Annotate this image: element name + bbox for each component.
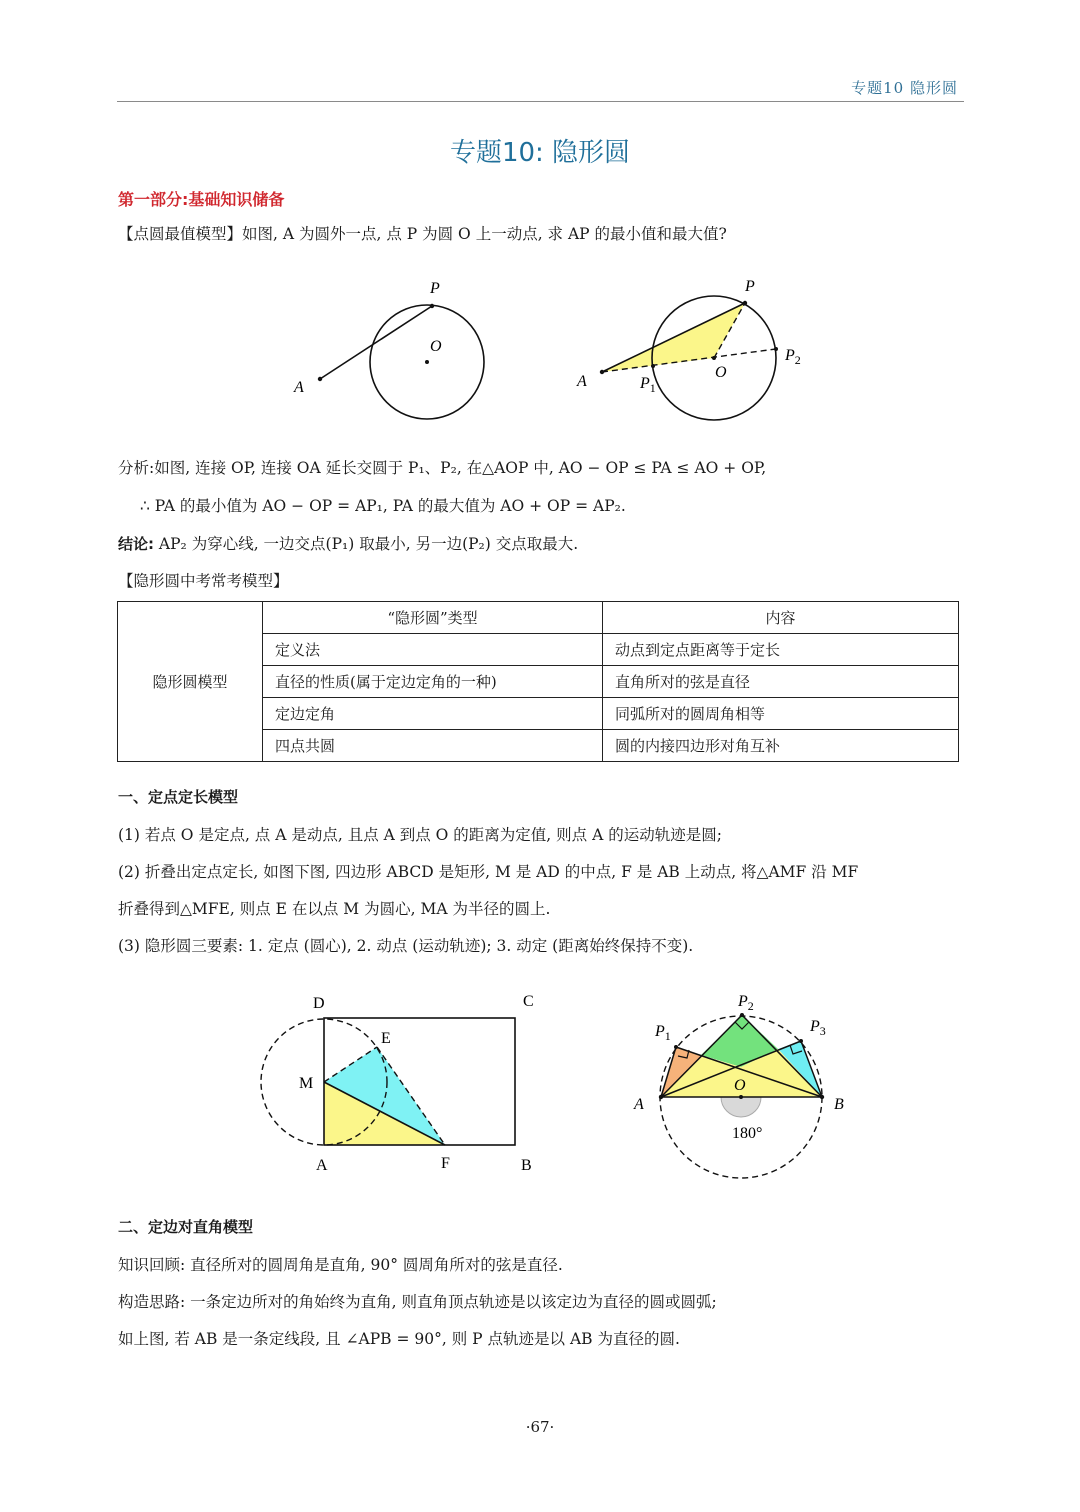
column-header: 内容: [603, 602, 959, 634]
page-title: 专题10: 隐形圆: [449, 138, 631, 168]
label-E: E: [381, 1030, 391, 1047]
intro-tag: 【点圆最值模型】: [118, 225, 243, 243]
section1-item-2-cont: 折叠得到△MFE, 则点 E 在以点 M 为圆心, MA 为半径的圆上.: [118, 900, 551, 918]
table-cell: 动点到定点距离等于定长: [603, 634, 959, 666]
conclusion-text: AP₂ 为穿心线, 一边交点(P₁) 取最小, 另一边(P₂) 交点取最大.: [154, 535, 579, 553]
label-P2: $P_2$: [738, 993, 754, 1013]
label-P: P: [430, 280, 440, 297]
label-C: C: [523, 993, 534, 1010]
analysis-line-1: 分析:如图, 连接 OP, 连接 OA 延长交圆于 P₁、P₂, 在△AOP 中, AO − OP ≤ PA ≤ AO + OP,: [118, 459, 767, 477]
table-header-row: [118, 602, 959, 634]
models-tag: 【隐形圆中考常考模型】: [118, 572, 289, 590]
conclusion-line: [118, 532, 578, 554]
part-heading: 第一部分:基础知识储备: [118, 190, 285, 209]
table-cell: 圆的内接四边形对角互补: [603, 730, 959, 762]
figure1-left: [293, 280, 484, 419]
label-P1: $P_1$: [655, 1023, 671, 1043]
table-cell: 同弧所对的圆周角相等: [603, 698, 959, 730]
row-header-cell: 隐形圆模型: [118, 602, 263, 762]
label-P: P: [745, 278, 755, 295]
section2-heading: 二、定边对直角模型: [118, 1218, 254, 1236]
label-A: A: [577, 373, 587, 390]
section2-item-1: 知识回顾: 直径所对的圆周角是直角, 90° 圆周角所对的弦是直径.: [118, 1256, 563, 1274]
label-A: A: [316, 1157, 328, 1174]
label-D: D: [313, 995, 325, 1012]
table-cell: 直径的性质(属于定边定角的一种): [263, 666, 603, 698]
running-header: 专题10 隐形圆: [851, 79, 958, 97]
column-header: “隐形圆”类型: [263, 602, 603, 634]
label-O: O: [430, 338, 442, 355]
table-cell: 定边定角: [263, 698, 603, 730]
label-B: B: [834, 1096, 844, 1113]
figure2-diameter-right-angle: [633, 993, 844, 1178]
label-A: A: [294, 379, 304, 396]
section1-item-1: (1) 若点 O 是定点, 点 A 是动点, 且点 A 到点 O 的距离为定值, 则点 A 的运动轨迹是圆;: [118, 826, 722, 844]
label-M: M: [299, 1075, 314, 1092]
label-angle-180: 180°: [732, 1125, 763, 1142]
figure1-right: [576, 278, 801, 420]
label-A: A: [634, 1096, 644, 1113]
label-P3: $P_3$: [810, 1018, 826, 1038]
page-number: ·67·: [525, 1418, 555, 1436]
section1-item-3: (3) 隐形圆三要素: 1. 定点 (圆心), 2. 动点 (运动轨迹); 3. 动定 (距离始终保持不变).: [118, 937, 694, 955]
label-F: F: [441, 1155, 450, 1172]
figure2-rectangle-fold: [261, 993, 534, 1174]
table-cell: 直角所对的弦是直径: [603, 666, 959, 698]
label-O: O: [715, 364, 727, 381]
section2-item-2: 构造思路: 一条定边所对的角始终为直角, 则直角顶点轨迹是以该定边为直径的圆或圆弧;: [118, 1293, 717, 1311]
intro-text: 如图, A 为圆外一点, 点 P 为圆 O 上一动点, 求 AP 的最小值和最大值?: [242, 225, 727, 243]
label-P1: $P_1$: [640, 375, 656, 395]
analysis-line-2: ∴ PA 的最小值为 AO − OP = AP₁, PA 的最大值为 AO + OP = AP₂.: [140, 497, 626, 515]
table-cell: 定义法: [263, 634, 603, 666]
section1-item-2: (2) 折叠出定点定长, 如图下图, 四边形 ABCD 是矩形, M 是 AD 的中点, F 是 AB 上动点, 将△AMF 沿 MF: [118, 863, 859, 881]
section1-heading: 一、定点定长模型: [118, 788, 239, 806]
hidden-circle-models-table: [117, 601, 959, 762]
section2-item-3: 如上图, 若 AB 是一条定线段, 且 ∠APB = 90°, 则 P 点轨迹是以 AB 为直径的圆.: [118, 1330, 680, 1348]
conclusion-label: 结论:: [118, 535, 154, 553]
label-B: B: [521, 1157, 532, 1174]
label-O: O: [734, 1077, 746, 1094]
table-cell: 四点共圆: [263, 730, 603, 762]
label-P2: $P_2$: [785, 347, 801, 367]
